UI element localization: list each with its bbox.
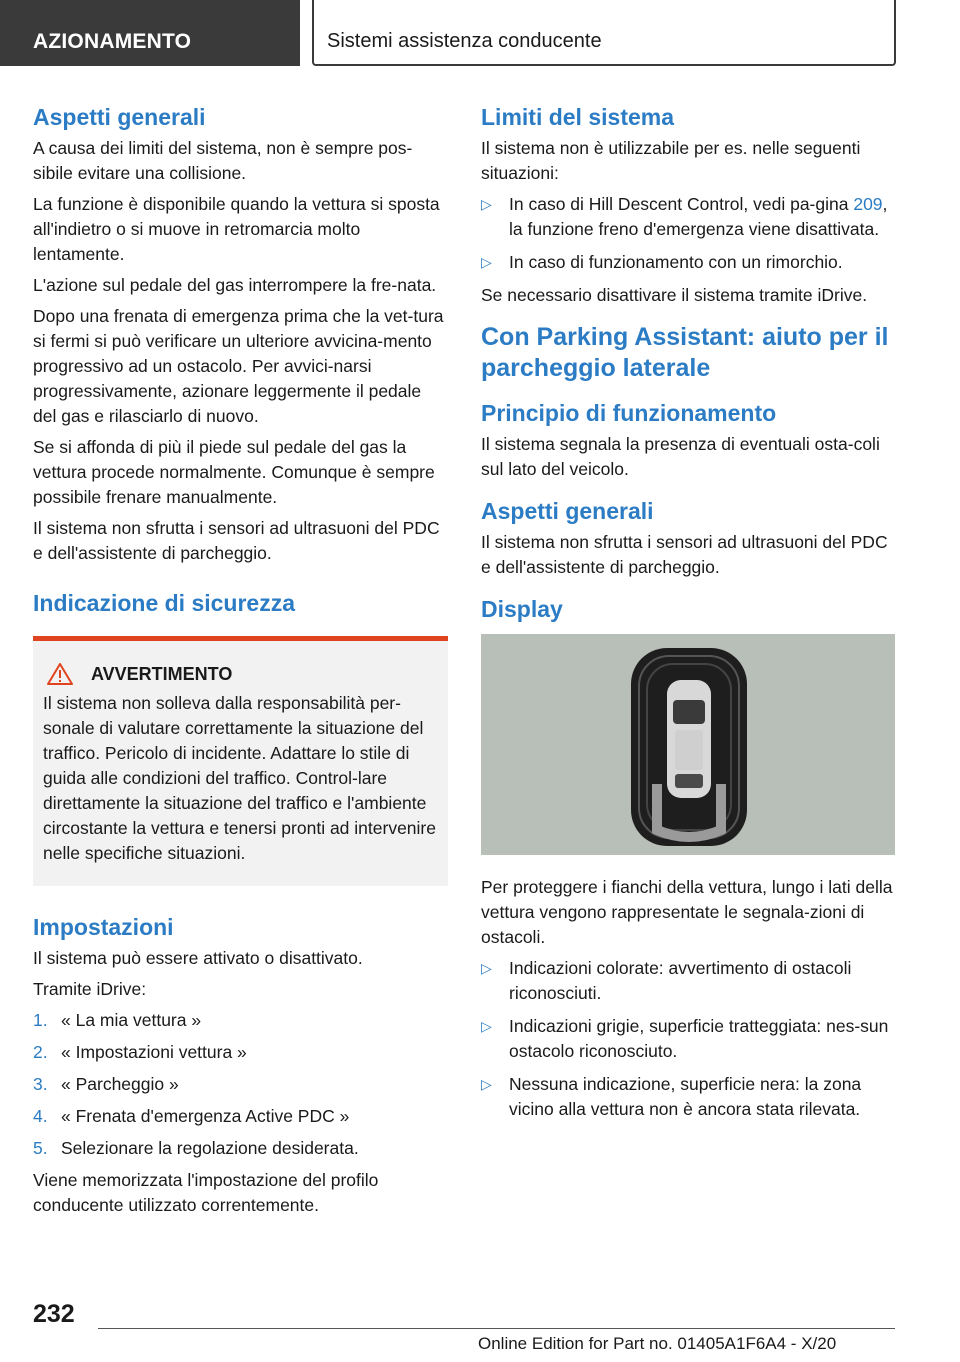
list-item — [33, 1040, 448, 1065]
triangle-bullet-icon: ▷ — [481, 960, 492, 976]
general-paragraph-right: Il sistema non sfrutta i sensori ad ultrasuoni del PDC e dell'assistente di parcheggio. — [481, 532, 888, 577]
list-item — [33, 1104, 448, 1129]
principle-paragraph: Il sistema segnala la presenza di eventuali osta-coli sul lato del veicolo. — [481, 434, 880, 479]
footer-divider — [98, 1328, 895, 1329]
header-chapter-tab — [312, 0, 896, 66]
limits-paragraph-2: Se necessario disattivare il sistema tramite iDrive. — [481, 285, 868, 305]
right-column — [481, 102, 896, 1130]
list-item — [481, 192, 896, 242]
settings-heading: Impostazioni — [33, 914, 174, 940]
page-link[interactable]: 209 — [853, 194, 883, 214]
general-heading: Aspetti generali — [33, 104, 206, 130]
car-top-view-illustration — [481, 634, 895, 855]
settings-paragraph-3: Viene memorizzata l'impostazione del profilo conducente utilizzato correntemente. — [33, 1170, 379, 1215]
parking-display-image — [481, 634, 895, 855]
step-number: 3. — [33, 1074, 48, 1094]
step-text: « La mia vettura » — [61, 1010, 202, 1030]
step-number: 1. — [33, 1010, 48, 1030]
triangle-bullet-icon: ▷ — [481, 254, 492, 270]
general-heading-right: Aspetti generali — [481, 498, 654, 524]
step-text: « Impostazioni vettura » — [61, 1042, 247, 1062]
triangle-bullet-icon: ▷ — [481, 196, 492, 212]
general-paragraph-1: A causa dei limiti del sistema, non è sempre pos-sibile evitare una collisione. — [33, 138, 413, 183]
general-paragraph-3: L'azione sul pedale del gas interrompere la fre-nata. — [33, 275, 437, 295]
step-number: 5. — [33, 1138, 48, 1158]
list-item — [33, 1008, 448, 1033]
step-number: 2. — [33, 1042, 48, 1062]
general-paragraph-6: Il sistema non sfrutta i sensori ad ultrasuoni del PDC e dell'assistente di parcheggio. — [33, 518, 440, 563]
list-item — [33, 1072, 448, 1097]
limits-list — [481, 192, 896, 275]
triangle-bullet-icon: ▷ — [481, 1076, 492, 1092]
settings-paragraph-2: Tramite iDrive: — [33, 979, 147, 999]
list-item — [481, 250, 896, 275]
warning-label: AVVERTIMENTO — [91, 663, 233, 684]
settings-steps-list — [33, 1008, 448, 1161]
header-section-tab — [0, 0, 300, 66]
step-text: « Frenata d'emergenza Active PDC » — [61, 1106, 350, 1126]
principle-heading: Principio di funzionamento — [481, 400, 777, 426]
list-item — [481, 1014, 896, 1064]
step-number: 4. — [33, 1106, 48, 1126]
general-paragraph-2: La funzione è disponibile quando la vettura si sposta all'indietro o si muove in retromarcia molto lentamente. — [33, 194, 440, 264]
warning-triangle-icon — [47, 663, 73, 685]
limits-item-text: In caso di Hill Descent Control, vedi pa-gina — [509, 194, 854, 214]
display-list — [481, 956, 896, 1122]
parking-assistant-heading: Con Parking Assistant: aiuto per il parcheggio laterale — [481, 323, 889, 382]
limits-heading: Limiti del sistema — [481, 104, 675, 130]
display-paragraph: Per proteggere i fianchi della vettura, lungo i lati della vettura vengono rappresentate le segnala-zioni di ostacoli. — [481, 877, 893, 947]
left-column — [33, 102, 448, 1224]
header-section-label: AZIONAMENTO — [33, 30, 192, 53]
display-item-text: Indicazioni colorate: avvertimento di ostacoli riconosciuti. — [509, 958, 852, 1003]
footer-edition: Online Edition for Part no. 01405A1F6A4 - X/20 — [478, 1334, 837, 1353]
display-item-text: Indicazioni grigie, superficie tratteggiata: nes-sun ostacolo riconosciuto. — [509, 1016, 889, 1061]
general-paragraph-5: Se si affonda di più il piede sul pedale del gas la vettura procede normalmente. Comunque è sempre possibile frenare manualmente. — [33, 437, 435, 507]
safety-heading: Indicazione di sicurezza — [33, 590, 296, 616]
limits-item-text-end: , la funzione freno d'emergenza viene disattivata. — [509, 194, 888, 239]
warning-header — [43, 663, 438, 685]
warning-box — [33, 636, 448, 886]
display-heading: Display — [481, 596, 563, 622]
list-item — [481, 1072, 896, 1122]
warning-text: Il sistema non solleva dalla responsabilità per-sonale di valutare correttamente la situazione del traffico. Pericolo di incidente. Adattare lo stile di guida alle condizioni del traffico. Control-lare direttamente la situazione del traffico e l'ambiente circostante la vettura e tenersi pronti ad intervenire nelle specifiche situazioni. — [43, 693, 436, 863]
step-text: Selezionare la regolazione desiderata. — [61, 1138, 359, 1158]
header-chapter-label: Sistemi assistenza conducente — [327, 30, 602, 52]
triangle-bullet-icon: ▷ — [481, 1018, 492, 1034]
settings-paragraph-1: Il sistema può essere attivato o disattivato. — [33, 948, 363, 968]
limits-item-text: In caso di funzionamento con un rimorchio. — [509, 252, 843, 272]
list-item — [33, 1136, 448, 1161]
general-paragraph-4: Dopo una frenata di emergenza prima che la vet-tura si fermi si può verificare un ulteriore avvicina-mento progressivo ad un ostacolo. Per avvici-narsi progressivamente, azionare leggermente il pedale del gas e rilasciarlo di nuovo. — [33, 306, 444, 426]
page-number: 232 — [33, 1300, 75, 1328]
step-text: « Parcheggio » — [61, 1074, 179, 1094]
limits-paragraph-1: Il sistema non è utilizzabile per es. nelle seguenti situazioni: — [481, 138, 861, 183]
list-item — [481, 956, 896, 1006]
display-item-text: Nessuna indicazione, superficie nera: la zona vicino alla vettura non è ancora stata rilevata. — [509, 1074, 862, 1119]
